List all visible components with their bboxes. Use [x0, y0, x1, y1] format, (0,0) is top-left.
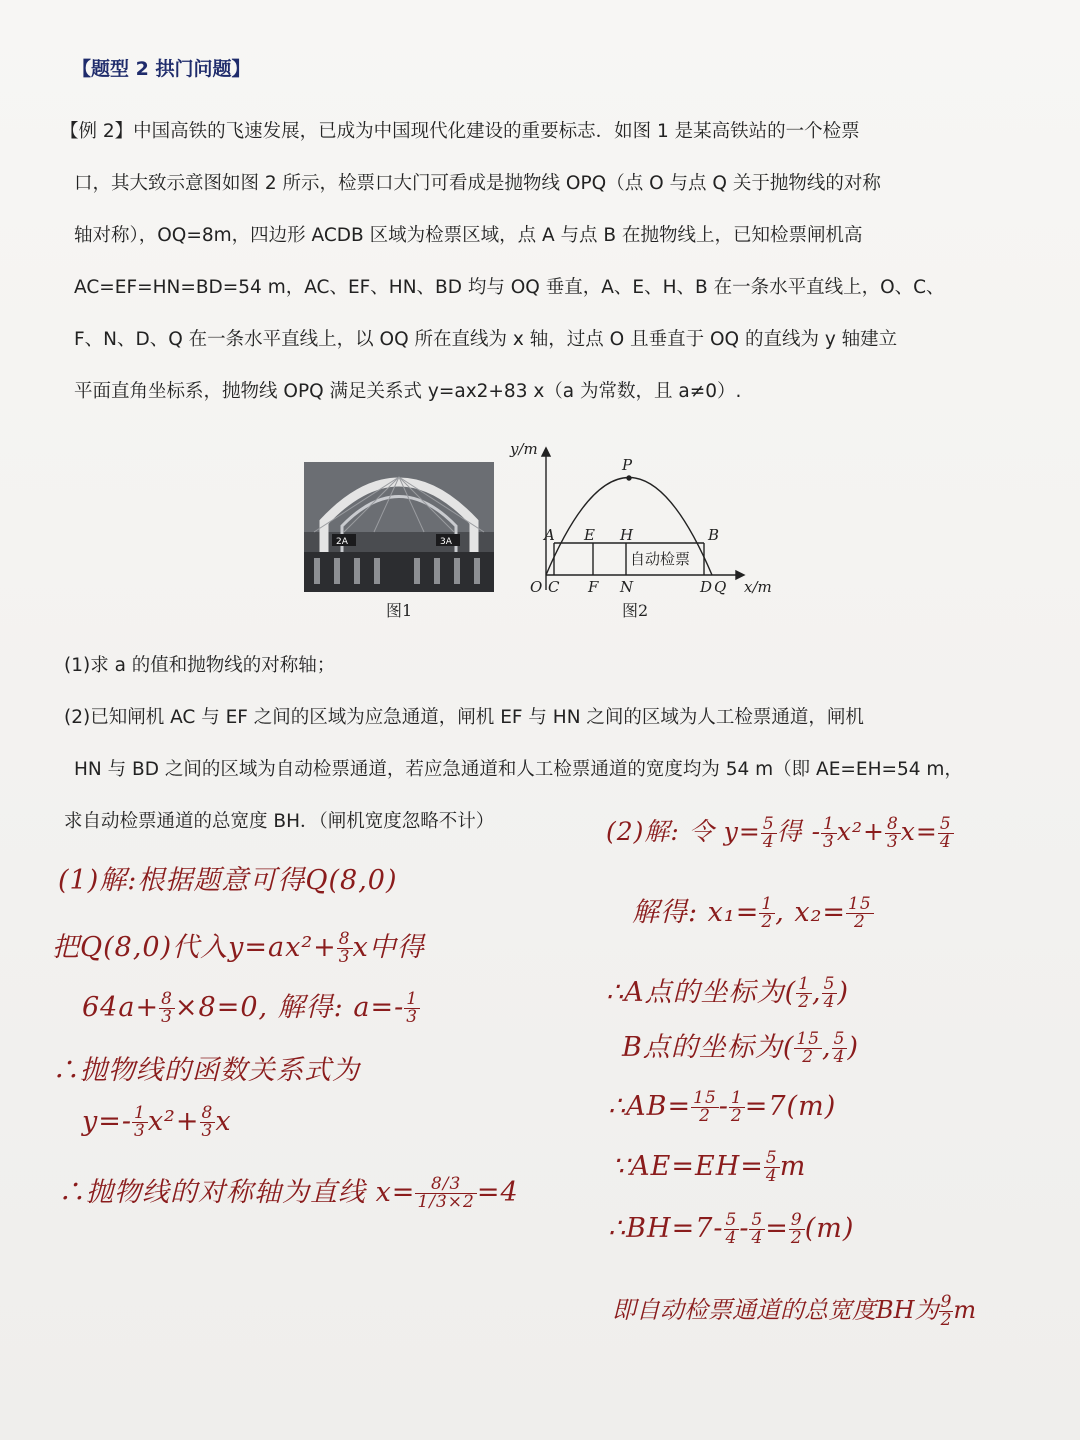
- hw-text: =7(m): [744, 1091, 837, 1122]
- hw-fraction: $\frac{1}{3}$: [823, 814, 835, 852]
- figure2-diagram: [504, 440, 774, 600]
- problem-line: AC=EF=HN=BD=54 m，AC、EF、HN、BD 均与 OQ 垂直，A、E、H、B 在一条水平直线上，O、C、: [74, 277, 945, 298]
- hw-text: ∴AB=: [608, 1091, 692, 1122]
- hw-text: =: [765, 1213, 789, 1244]
- hw-text: 解得: x₁=: [632, 897, 760, 928]
- section-title: 【题型 2 拱门问题】: [72, 58, 251, 80]
- hw-fraction: $\frac{8/3}{1/3\times 2}$: [417, 1174, 475, 1212]
- problem-line: 平面直角坐标系，抛物线 OPQ 满足关系式 y=ax2+83 x（a 为常数，且 a≠0）.: [74, 381, 742, 402]
- hw-fraction: $\frac{15}{2}$: [693, 1088, 717, 1126]
- hw-fraction: $\frac{5}{4}$: [833, 1029, 846, 1067]
- label-h: H: [620, 526, 634, 544]
- hw-fraction: $\frac{5}{4}$: [751, 1210, 764, 1248]
- label-d: D: [700, 578, 713, 596]
- hw-text: 得 -: [776, 817, 822, 846]
- hw-text: ): [847, 1032, 859, 1063]
- sign-2a: 2A: [336, 537, 348, 547]
- point-p: [627, 476, 631, 480]
- label-o: O: [530, 578, 543, 596]
- hw-fraction: $\frac{5}{4}$: [823, 974, 836, 1012]
- x-axis-arrow: [736, 571, 744, 579]
- hw-text: ×8=0, 解得: a=-: [174, 992, 405, 1023]
- hw-text: ,: [822, 1032, 832, 1063]
- hw-text: ∴A点的坐标为(: [606, 977, 797, 1008]
- figure2-caption: 图2: [622, 601, 649, 620]
- hw-right-line-7: [608, 1212, 854, 1247]
- question-2-line: (2)已知闸机 AC 与 EF 之间的区域为应急通道，闸机 EF 与 HN 之间的区域为人工检票通道，闸机: [64, 707, 864, 728]
- label-a: A: [544, 526, 555, 544]
- hw-left-line-4: ∴抛物线的函数关系式为: [52, 1055, 360, 1086]
- hw-right-line-1: [606, 812, 954, 851]
- hw-right-line-4: [622, 1025, 859, 1066]
- y-axis-arrow: [542, 448, 550, 456]
- hw-fraction: $\frac{8}{3}$: [161, 989, 173, 1027]
- label-b: B: [708, 526, 720, 544]
- hw-fraction: $\frac{5}{4}$: [762, 814, 775, 852]
- figure1-photo: [304, 462, 494, 592]
- hw-left-line-3: [82, 985, 420, 1026]
- hw-text: , x₂=: [775, 897, 847, 928]
- hw-fraction: $\frac{8}{3}$: [201, 1103, 214, 1141]
- hw-text: x=: [900, 817, 938, 846]
- hw-text: ∴BH=7-: [608, 1213, 724, 1244]
- label-c: C: [548, 578, 560, 596]
- hw-left-line-5: [82, 1105, 232, 1140]
- hw-fraction: $\frac{1}{3}$: [134, 1103, 146, 1141]
- hw-text: m: [953, 1296, 977, 1324]
- hw-right-line-5: [608, 1090, 836, 1125]
- hw-text: y=-: [82, 1106, 132, 1137]
- hw-text: (2)解: 令 y=: [606, 817, 761, 846]
- figures-area: [304, 440, 774, 630]
- hw-text: 把Q(8,0)代入y=ax²+: [52, 932, 337, 963]
- figure1-caption: 图1: [386, 601, 413, 620]
- hw-text: x²+: [836, 817, 885, 846]
- hw-fraction: $\frac{15}{2}$: [796, 1029, 821, 1067]
- hw-right-line-2: [632, 890, 874, 931]
- hw-fraction: $\frac{1}{2}$: [798, 974, 811, 1012]
- hw-fraction: $\frac{5}{4}$: [939, 814, 952, 852]
- hw-text: 64a+: [82, 992, 160, 1023]
- problem-line: 口，其大致示意图如图 2 所示，检票口大门可看成是抛物线 OPQ（点 O 与点 Q 关于抛物线的对称: [74, 173, 881, 194]
- hw-fraction: $\frac{1}{3}$: [406, 989, 419, 1027]
- hw-fraction: $\frac{9}{2}$: [790, 1210, 803, 1248]
- hw-right-line-8: [612, 1290, 976, 1329]
- hw-fraction: $\frac{1}{2}$: [730, 1088, 743, 1126]
- hw-left-line-2: [52, 925, 425, 966]
- hw-fraction: $\frac{5}{4}$: [725, 1210, 738, 1248]
- hw-text: =4: [476, 1177, 519, 1208]
- hw-text: (m): [804, 1213, 855, 1244]
- box-label: 自动检票: [630, 550, 691, 568]
- hw-text: ∴抛物线的对称轴为直线 x=: [58, 1177, 416, 1208]
- problem-line: 【例 2】中国高铁的飞速发展，已成为中国现代化建设的重要标志．如图 1 是某高铁站的一个检票: [60, 121, 860, 142]
- label-n: N: [620, 578, 634, 596]
- label-f: F: [588, 578, 599, 596]
- hw-left-line-6: [58, 1170, 519, 1211]
- hw-text: ): [837, 977, 850, 1008]
- hw-fraction: $\frac{15}{2}$: [848, 894, 872, 932]
- hw-fraction: $\frac{8}{3}$: [886, 814, 899, 852]
- question-2-line: HN 与 BD 之间的区域为自动检票通道，若应急通道和人工检票通道的宽度均为 54 m（即 AE=EH=54 m，: [74, 759, 963, 780]
- label-q: Q: [714, 578, 727, 596]
- label-e: E: [584, 526, 595, 544]
- hw-fraction: $\frac{8}{3}$: [338, 929, 351, 967]
- y-axis-label: y/m: [510, 440, 538, 458]
- hw-right-line-3: [606, 970, 849, 1011]
- hw-text: ,: [812, 977, 822, 1008]
- hw-text: B点的坐标为(: [622, 1032, 795, 1063]
- hw-text: 即自动检票通道的总宽度BH为: [612, 1296, 939, 1324]
- hw-fraction: $\frac{1}{2}$: [761, 894, 774, 932]
- hw-text: -: [718, 1091, 729, 1122]
- hw-text: ∵AE=EH=: [612, 1151, 764, 1182]
- label-p: P: [622, 456, 633, 474]
- hw-text: -: [739, 1213, 750, 1244]
- sign-3a: 3A: [440, 537, 452, 547]
- hw-text: x中得: [352, 932, 425, 963]
- problem-line: 轴对称），OQ=8m，四边形 ACDB 区域为检票区域，点 A 与点 B 在抛物线上，已知检票闸机高: [74, 225, 863, 246]
- hw-text: x: [215, 1106, 232, 1137]
- hw-left-line-1: (1)解:根据题意可得Q(8,0): [58, 865, 398, 896]
- question-2-line: 求自动检票通道的总宽度 BH．（闸机宽度忽略不计）: [64, 811, 495, 832]
- hw-fraction: $\frac{9}{2}$: [940, 1292, 952, 1330]
- hw-fraction: $\frac{5}{4}$: [765, 1148, 778, 1186]
- question-1: (1)求 a 的值和抛物线的对称轴；: [64, 655, 336, 676]
- problem-statement: [60, 106, 1020, 418]
- hw-text: x²+: [147, 1106, 200, 1137]
- x-axis-label: x/m: [744, 578, 772, 596]
- hw-right-line-6: [612, 1150, 806, 1185]
- problem-line: F、N、D、Q 在一条水平直线上，以 OQ 所在直线为 x 轴，过点 O 且垂直于 OQ 的直线为 y 轴建立: [74, 329, 898, 350]
- hw-text: m: [779, 1151, 807, 1182]
